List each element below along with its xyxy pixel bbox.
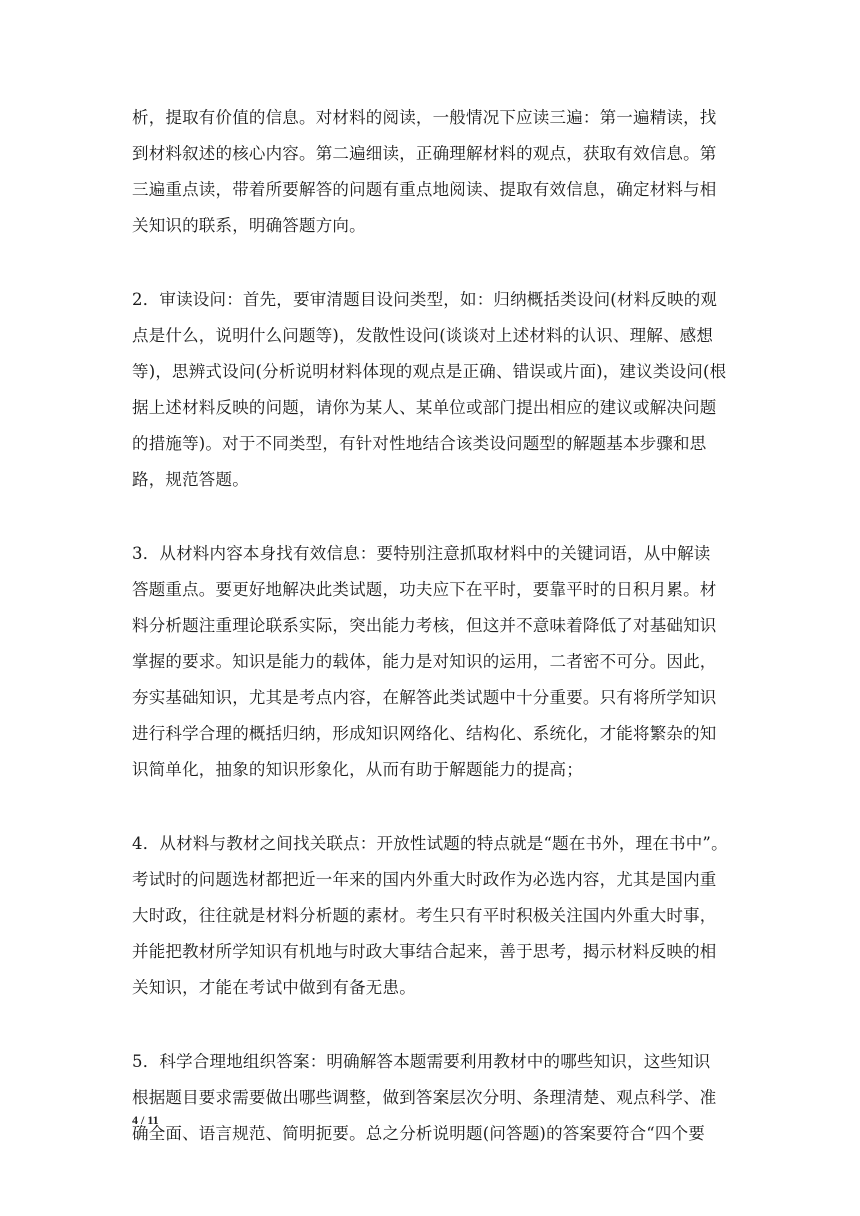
text-line: 大时政，往往就是材料分析题的素材。考生只有平时积极关注国内外重大时事， xyxy=(132,906,717,925)
document-body xyxy=(132,100,732,1152)
text-line: 识简单化，抽象的知识形象化，从而有助于解题能力的提高； xyxy=(132,760,583,779)
text-line: 3．从材料内容本身找有效信息：要特别注意抓取材料中的关键词语，从中解读 xyxy=(132,544,711,563)
paragraph-gap xyxy=(132,498,732,536)
text-line: 答题重点。要更好地解决此类试题，功夫应下在平时，要靠平时的日积月累。材 xyxy=(132,580,717,599)
paragraph-item-2 xyxy=(132,282,732,498)
text-line: 据上述材料反映的问题，请你为某人、某单位或部门提出相应的建议或解决问题 xyxy=(132,398,717,417)
text-line: 关知识的联系，明确答题方向。 xyxy=(132,216,366,235)
text-line: 关知识，才能在考试中做到有备无患。 xyxy=(132,978,416,997)
text-line: 等)，思辨式设问(分析说明材料体现的观点是正确、错误或片面)，建议类设问(根 xyxy=(132,362,727,381)
text-line: 析，提取有价值的信息。对材料的阅读，一般情况下应读三遍：第一遍精读，找 xyxy=(132,108,717,127)
text-line: 5．科学合理地组织答案：明确解答本题需要利用教材中的哪些知识，这些知识 xyxy=(132,1052,711,1071)
text-line: 到材料叙述的核心内容。第二遍细读，正确理解材料的观点，获取有效信息。第 xyxy=(132,144,717,163)
text-line: 确全面、语言规范、简明扼要。总之分析说明题(问答题)的答案要符合“四个要 xyxy=(132,1124,706,1143)
page-number: 4 / 11 xyxy=(132,1113,159,1127)
paragraph-item-4 xyxy=(132,826,732,1006)
text-line: 点是什么，说明什么问题等)，发散性设问(谈谈对上述材料的认识、理解、感想 xyxy=(132,326,714,345)
text-line: 2．审读设问：首先，要审清题目设问类型，如：归纳概括类设问(材料反映的观 xyxy=(132,290,718,309)
text-line: 路，规范答题。 xyxy=(132,470,249,489)
paragraph-reading-method xyxy=(132,100,732,244)
text-line: 进行科学合理的概括归纳，形成知识网络化、结构化、系统化，才能将繁杂的知 xyxy=(132,724,717,743)
text-line: 4．从材料与教材之间找关联点：开放性试题的特点就是“题在书外，理在书中”。 xyxy=(132,834,728,853)
paragraph-gap xyxy=(132,788,732,826)
text-line: 掌握的要求。知识是能力的载体，能力是对知识的运用，二者密不可分。因此， xyxy=(132,652,717,671)
paragraph-item-5 xyxy=(132,1044,732,1152)
paragraph-gap xyxy=(132,244,732,282)
text-line: 考试时的问题选材都把近一年来的国内外重大时政作为必选内容，尤其是国内重 xyxy=(132,870,717,889)
paragraph-item-3 xyxy=(132,536,732,788)
text-line: 料分析题注重理论联系实际，突出能力考核，但这并不意味着降低了对基础知识 xyxy=(132,616,717,635)
text-line: 根据题目要求需要做出哪些调整，做到答案层次分明、条理清楚、观点科学、准 xyxy=(132,1088,717,1107)
text-line: 夯实基础知识，尤其是考点内容，在解答此类试题中十分重要。只有将所学知识 xyxy=(132,688,717,707)
paragraph-gap xyxy=(132,1006,732,1044)
text-line: 三遍重点读，带着所要解答的问题有重点地阅读、提取有效信息，确定材料与相 xyxy=(132,180,717,199)
text-line: 的措施等)。对于不同类型，有针对性地结合该类设问题型的解题基本步骤和思 xyxy=(132,434,707,453)
text-line: 并能把教材所学知识有机地与时政大事结合起来，善于思考，揭示材料反映的相 xyxy=(132,942,717,961)
